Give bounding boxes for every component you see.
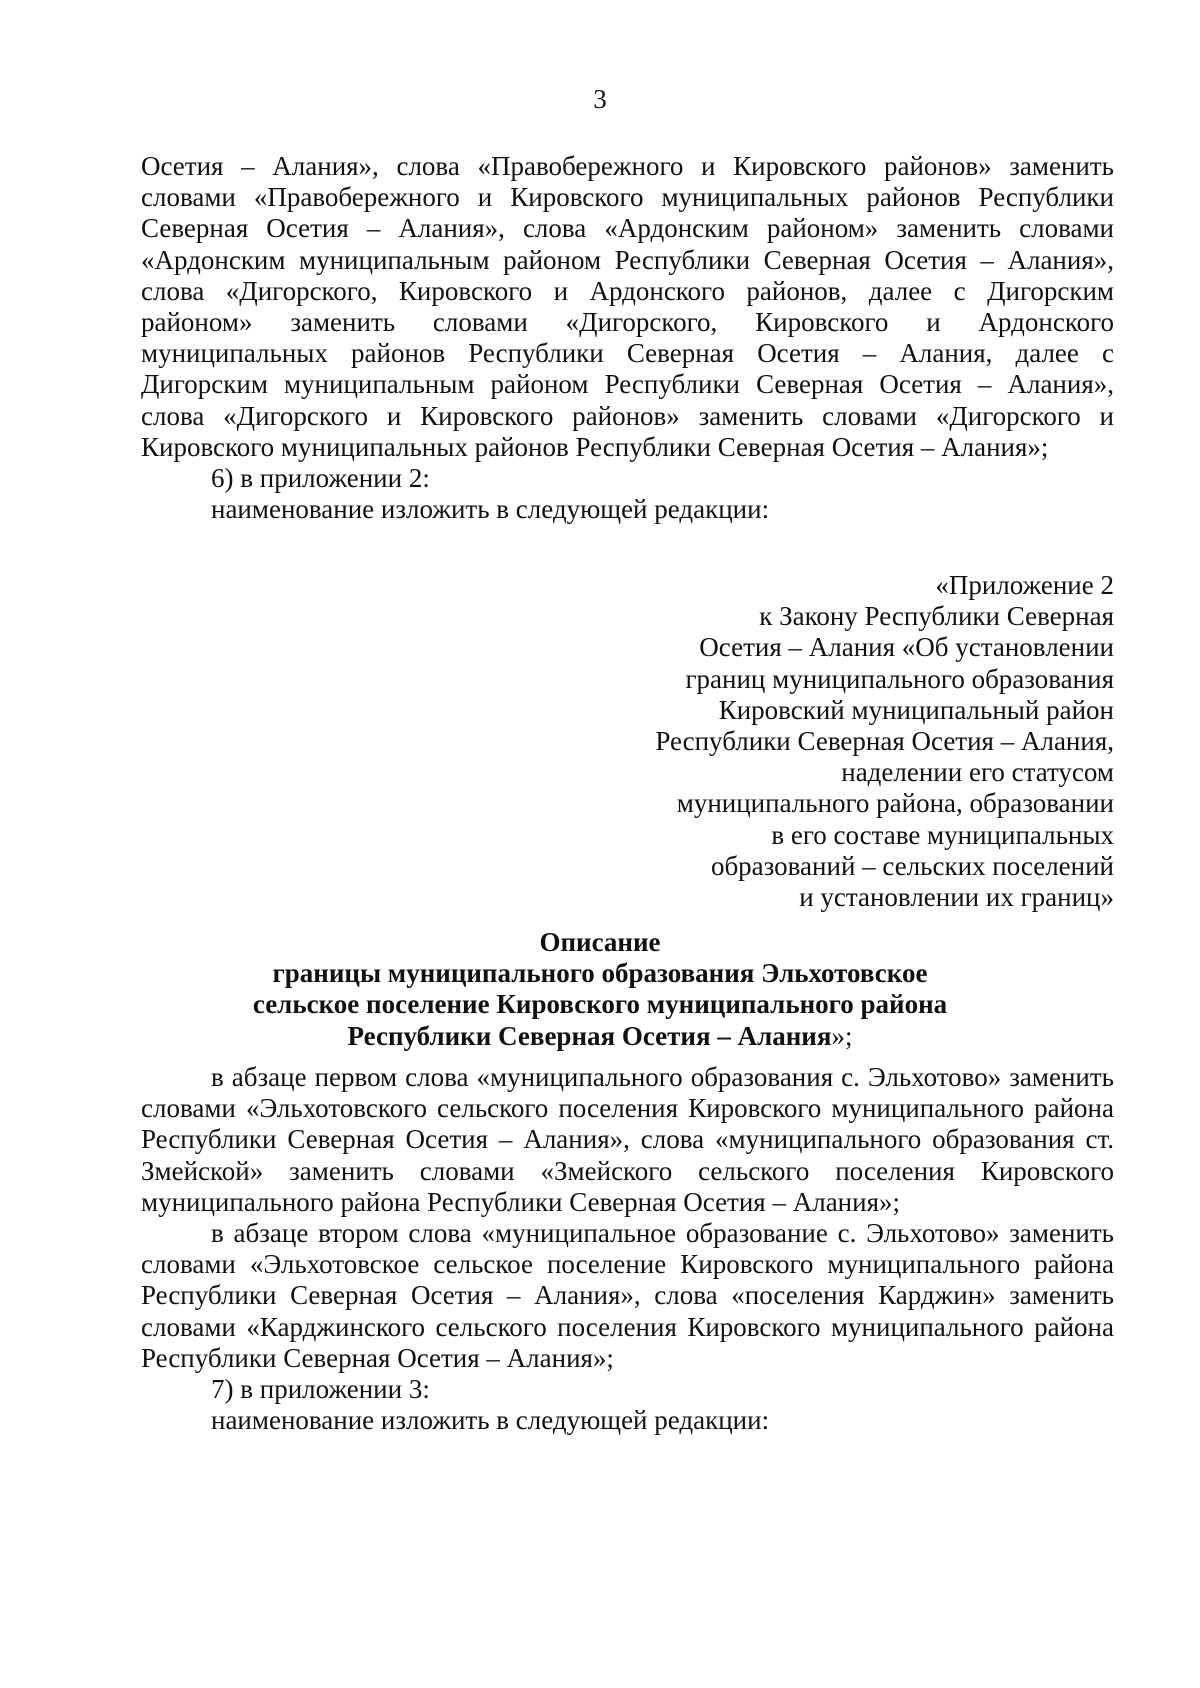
item-6-heading: 6) в приложении 2: xyxy=(211,463,430,494)
appendix-line: Осетия – Алания «Об установлении xyxy=(699,632,1114,663)
item-7-heading: 7) в приложении 3: xyxy=(211,1374,430,1405)
appendix-header xyxy=(514,570,1114,913)
title-line-2: границы муниципального образования Эльхотовское xyxy=(272,958,928,989)
appendix-line: образований – сельских поселений xyxy=(710,850,1114,881)
body-paragraph-2: в абзаце втором слова «муниципальное образование с. Эльхотово» заменить словами «Эльхотовское сельское поселение Кировского муниципального района Республики Северная Осетия – Алания», слова «поселения Карджин» заменить словами «Карджинского сельского поселения Кировского муниципального района Республики Северная Осетия – Алания»; xyxy=(141,1218,1114,1373)
item-6-text: наименование изложить в следующей редакции: xyxy=(211,494,770,525)
title-line-4 xyxy=(0,1021,1200,1052)
appendix-line: «Приложение 2 xyxy=(935,570,1114,600)
appendix-line: Республики Северная Осетия – Алания, xyxy=(655,726,1114,757)
appendix-line: границ муниципального образования xyxy=(685,663,1114,694)
section-title xyxy=(0,927,1200,1052)
page-number: 3 xyxy=(593,84,607,114)
title-line-4-text: Республики Северная Осетия – Алания xyxy=(347,1020,832,1051)
intro-paragraph: Осетия – Алания», слова «Правобережного и Кировского районов» заменить словами «Правобережного и Кировского муниципальных районов Республики Северная Осетия – Алания», слова «Ардонским районом» заменить словами «Ардонским муниципальным районом Республики Северная Осетия – Алания», слова «Дигорского, Кировского и Ардонского районов, далее с Дигорским районом» заменить словами «Дигорского, Кировского и Ардонского муниципальных районов Республики Северная Осетия – Алания, далее с Дигорским муниципальным районом Республики Северная Осетия – Алания», слова «Дигорского и Кировского районов» заменить словами «Дигорского и Кировского муниципальных районов Республики Северная Осетия – Алания»; xyxy=(141,151,1114,462)
title-line-4-tail: »; xyxy=(831,1020,853,1051)
appendix-line: к Закону Республики Северная xyxy=(759,601,1114,632)
title-line-1: Описание xyxy=(539,927,661,957)
appendix-line: и установлении их границ» xyxy=(799,882,1114,913)
item-7-text: наименование изложить в следующей редакции: xyxy=(211,1405,770,1436)
intro-section xyxy=(141,151,1114,525)
appendix-line: в его составе муниципальных xyxy=(771,819,1114,850)
title-line-3: сельское поселение Кировского муниципального района xyxy=(252,989,948,1020)
appendix-line: муниципального района, образовании xyxy=(676,788,1114,819)
body-paragraph-1: в абзаце первом слова «муниципального образования с. Эльхотово» заменить словами «Эльхотовского сельского поселения Кировского муниципального района Республики Северная Осетия – Алания», слова «муниципального образования ст. Змейской» заменить словами «Змейского сельского поселения Кировского муниципального района Республики Северная Осетия – Алания»; xyxy=(141,1062,1114,1217)
body-section xyxy=(141,1062,1114,1436)
appendix-line: наделении его статусом xyxy=(841,757,1114,788)
appendix-line: Кировский муниципальный район xyxy=(718,694,1114,725)
